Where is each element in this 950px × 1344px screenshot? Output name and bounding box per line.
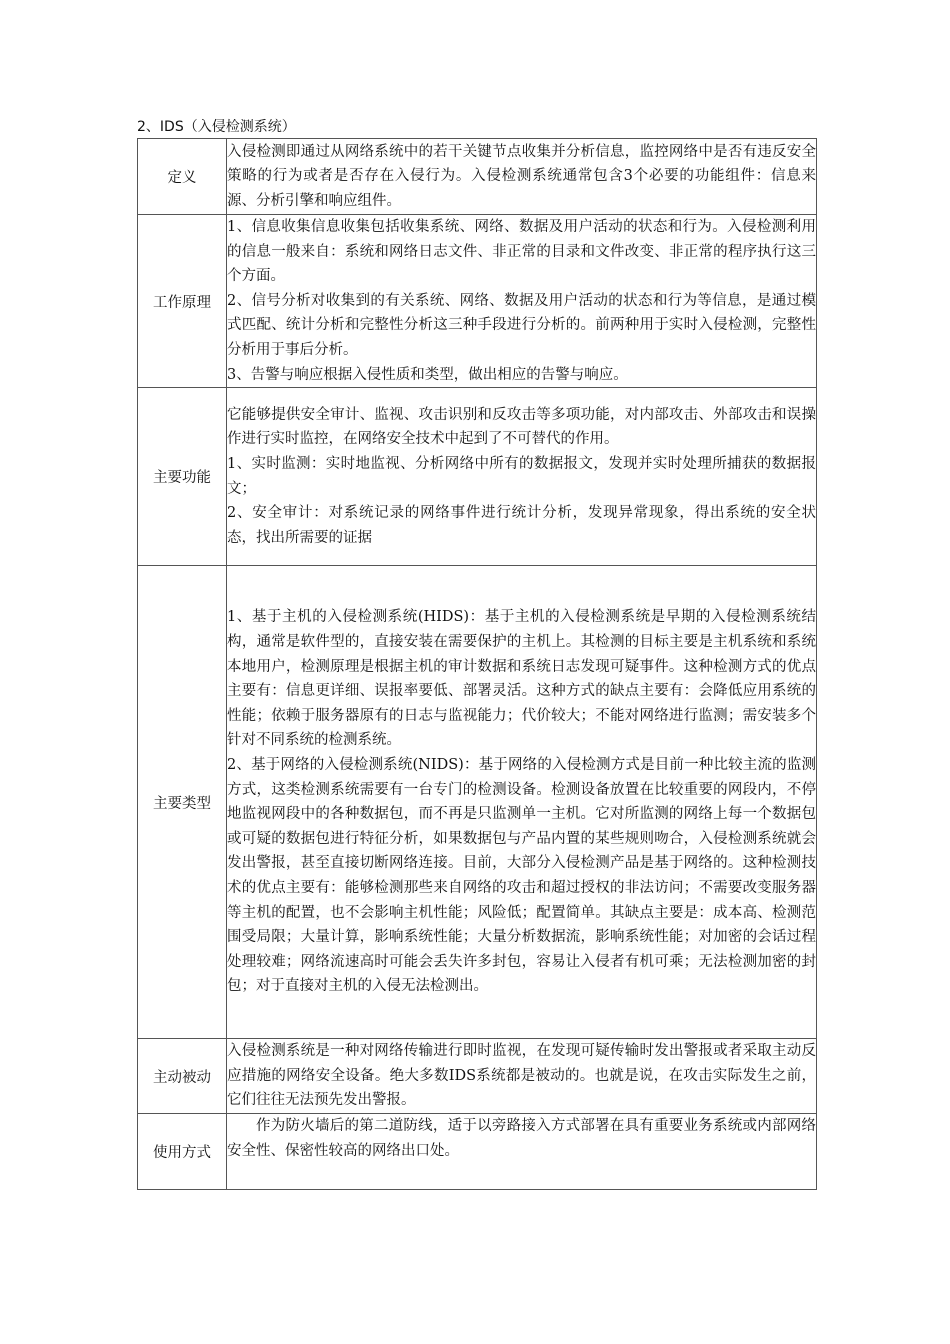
- table-row-types: [138, 566, 817, 1039]
- row-label-usage: 使用方式: [138, 1114, 227, 1190]
- content-paragraph: 2、安全审计：对系统记录的网络事件进行统计分析，发现异常现象，得出系统的安全状态，找出所需要的证据: [227, 505, 816, 546]
- table-row-functions: [138, 388, 817, 566]
- row-content-usage: [227, 1114, 817, 1190]
- row-label-definition: 定义: [138, 139, 227, 215]
- content-paragraph: 2、信号分析对收集到的有关系统、网络、数据及用户活动的状态和行为等信息，是通过模式匹配、统计分析和完整性分析这三种手段进行分析的。前两种用于实时入侵检测，完整性分析用于事后分析。: [227, 292, 816, 358]
- ids-table: [137, 138, 817, 1190]
- row-content-functions: [227, 388, 817, 566]
- row-label-principle: 工作原理: [138, 215, 227, 388]
- row-label-types: 主要类型: [138, 566, 227, 1039]
- row-content-types: [227, 566, 817, 1039]
- content-paragraph: 2、基于网络的入侵检测系统(NIDS)：基于网络的入侵检测方式是目前一种比较主流的监测方式，这类检测系统需要有一台专门的检测设备。检测设备放置在比较重要的网段内，不停地监视网段中的各种数据包，而不再是只监测单一主机。它对所监测的网络上每一个数据包或可疑的数据包进行特征分析，如果数据包与产品内置的某些规则吻合，入侵检测系统就会发出警报，甚至直接切断网络连接。目前，大部分入侵检测产品是基于网络的。这种检测技术的优点主要有：能够检测那些来自网络的攻击和超过授权的非法访问；不需要改变服务器等主机的配置，也不会影响主机性能；风险低；配置简单。其缺点主要是：成本高、检测范围受局限；大量计算，影响系统性能；大量分析数据流，影响系统性能；对加密的会话过程处理较难；网络流速高时可能会丢失许多封包，容易让入侵者有机可乘；无法检测加密的封包；对于直接对主机的入侵无法检测出。: [227, 756, 816, 995]
- table-row-usage: [138, 1114, 817, 1190]
- content-paragraph: 入侵检测系统是一种对网络传输进行即时监视，在发现可疑传输时发出警报或者采取主动反应措施的网络安全设备。绝大多数IDS系统都是被动的。也就是说，在攻击实际发生之前，它们往往无法预先发出警报。: [227, 1043, 816, 1109]
- row-content-definition: [227, 139, 817, 215]
- row-label-functions: 主要功能: [138, 388, 227, 566]
- content-paragraph: 1、实时监测：实时地监视、分析网络中所有的数据报文，发现并实时处理所捕获的数据报文；: [227, 456, 816, 497]
- content-paragraph: 它能够提供安全审计、监视、攻击识别和反攻击等多项功能，对内部攻击、外部攻击和误操作进行实时监控，在网络安全技术中起到了不可替代的作用。: [227, 406, 816, 448]
- section-heading: 2、IDS（入侵检测系统）: [137, 119, 296, 135]
- content-paragraph: 3、告警与响应根据入侵性质和类型，做出相应的告警与响应。: [227, 366, 628, 383]
- content-paragraph: 1、基于主机的入侵检测系统(HIDS)：基于主机的入侵检测系统是早期的入侵检测系统结构，通常是软件型的，直接安装在需要保护的主机上。其检测的目标主要是主机系统和系统本地用户，检测原理是根据主机的审计数据和系统日志发现可疑事件。这种检测方式的优点主要有：信息更详细、误报率要低、部署灵活。这种方式的缺点主要有：会降低应用系统的性能；依赖于服务器原有的日志与监视能力；代价较大；不能对网络进行监测；需安装多个针对不同系统的检测系统。: [227, 609, 816, 749]
- row-content-active-passive: [227, 1039, 817, 1114]
- content-paragraph: 作为防火墙后的第二道防线，适于以旁路接入方式部署在具有重要业务系统或内部网络安全性、保密性较高的网络出口处。: [227, 1118, 816, 1159]
- table-row-active-passive: [138, 1039, 817, 1114]
- row-content-principle: [227, 215, 817, 388]
- table-row-principle: [138, 215, 817, 388]
- content-paragraph: 入侵检测即通过从网络系统中的若干关键节点收集并分析信息，监控网络中是否有违反安全策略的行为或者是否存在入侵行为。入侵检测系统通常包含3个必要的功能组件：信息来源、分析引擎和响应组件。: [227, 143, 816, 209]
- content-paragraph: 1、信息收集信息收集包括收集系统、网络、数据及用户活动的状态和行为。入侵检测利用的信息一般来自：系统和网络日志文件、非正常的目录和文件改变、非正常的程序执行这三个方面。: [227, 219, 816, 285]
- table-row-definition: [138, 139, 817, 215]
- row-label-active-passive: 主动被动: [138, 1039, 227, 1114]
